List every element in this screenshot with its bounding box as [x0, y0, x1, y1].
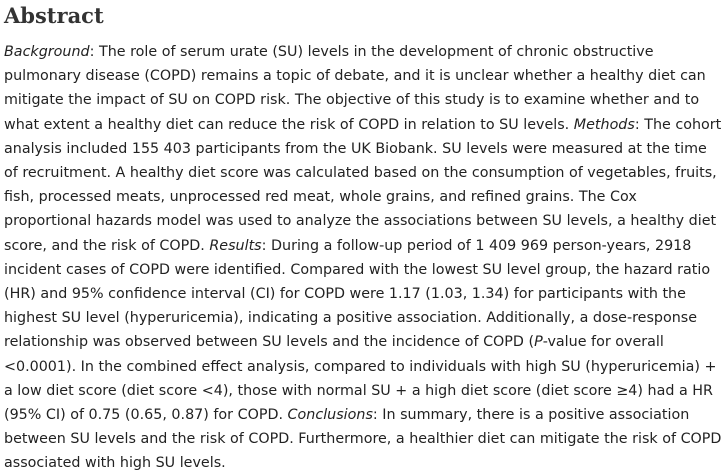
background-label: Background: [4, 44, 90, 60]
results-label: Results: [209, 237, 262, 254]
results-text: : During a follow-up period of 1 409 969 person-years, 2918 incident cases of COPD were identified. Compared with the lowest SU level group, the hazard ratio (HR) and 95% confidence interval (CI) for COPD were 1.17 (1.03, 1.34) for participants with the highest SU level (hyperuricemia), indicating a positive association. Additionally, a dose-response relationship was observed between SU levels and the incidence of COPD (: [4, 237, 711, 351]
abstract-heading: Abstract: [4, 3, 104, 28]
abstract-section: [4, 0, 722, 476]
results-text-continued: -value for overall <0.0001). In the combined effect analysis, compared to individuals with high SU (hyperuricemia) + a low diet score (diet score <4), those with normal SU + a high diet score (diet score ≥4) had a HR (95% CI) of 0.75 (0.65, 0.87) for COPD.: [4, 334, 717, 424]
methods-text: : The cohort analysis included 155 403 participants from the UK Biobank. SU levels were measured at the time of recruitment. A healthy diet score was calculated based on the consumption of vegetables, fruits, fish, processed meats, unprocessed red meat, whole grains, and refined grains. The Cox proportional hazards model was used to analyze the associations between SU levels, a healthy diet score, and the risk of COPD.: [4, 116, 722, 254]
conclusions-label: Conclusions: [287, 407, 373, 424]
p-value-label: P: [534, 334, 543, 351]
conclusions-text: : In summary, there is a positive association between SU levels and the risk of COPD. Furthermore, a healthier diet can mitigate the risk of COPD associated with high SU levels.: [4, 407, 722, 472]
background-text: : The role of serum urate (SU) levels in the development of chronic obstructive pulmonary disease (COPD) remains a topic of debate, and it is unclear whether a healthy diet can mitigate the impact of SU on COPD risk. The objective of this study is to examine whether and to what extent a healthy diet can reduce the risk of COPD in relation to SU levels.: [4, 44, 706, 133]
methods-label: Methods: [573, 116, 635, 133]
abstract-body: [4, 40, 722, 476]
